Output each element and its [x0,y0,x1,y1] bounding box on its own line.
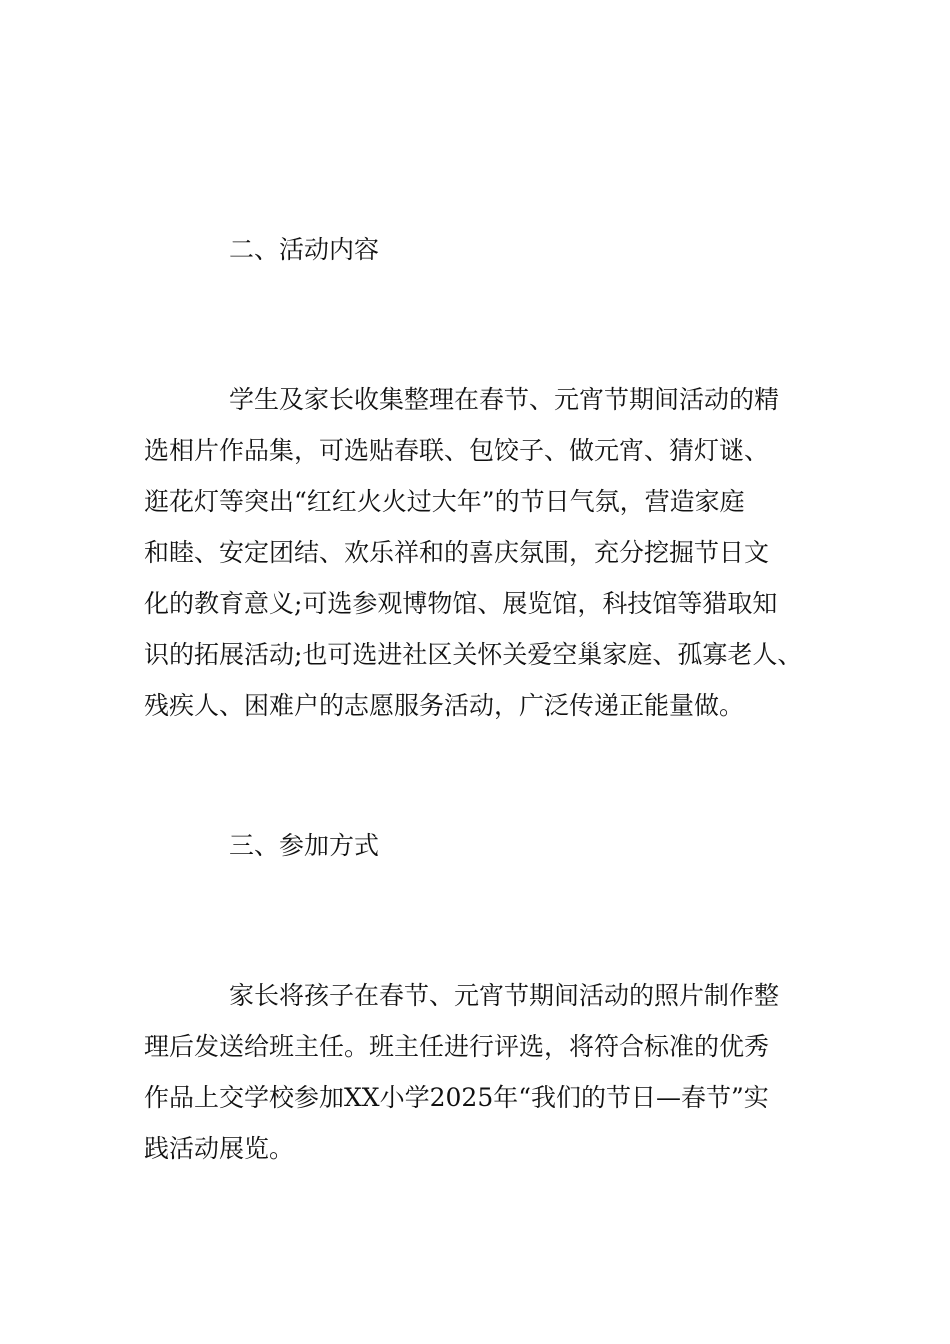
paragraph-line: 识的拓展活动;也可选进社区关怀关爱空巢家庭、孤寡老人、 [144,640,803,669]
paragraph-line: 残疾人、困难户的志愿服务活动，广泛传递正能量做。 [144,691,745,720]
paragraph-line: 家长将孩子在春节、元宵节期间活动的照片制作整 [229,981,780,1010]
section-heading-activity-content: 二、活动内容 [229,235,380,264]
paragraph-line: 和睦、安定团结、欢乐祥和的喜庆氛围，充分挖掘节日文 [144,538,770,567]
paragraph-line: 选相片作品集，可选贴春联、包饺子、做元宵、猜灯谜、 [144,436,770,465]
section-heading-participation-method: 三、参加方式 [229,831,380,860]
paragraph-line: 理后发送给班主任。班主任进行评选，将符合标准的优秀 [144,1032,770,1061]
paragraph-line: 化的教育意义;可选参观博物馆、展览馆，科技馆等猎取知 [144,589,778,618]
paragraph-line: 逛花灯等突出“红红火火过大年”的节日气氛，营造家庭 [144,487,745,516]
paragraph-line: 学生及家长收集整理在春节、元宵节期间活动的精 [229,385,780,414]
activity-content-paragraph [144,374,834,731]
paragraph-line: 践活动展览。 [144,1134,295,1163]
participation-method-paragraph [144,970,834,1174]
paragraph-line: 作品上交学校参加XX小学2025年“我们的节日—春节”实 [144,1083,769,1112]
